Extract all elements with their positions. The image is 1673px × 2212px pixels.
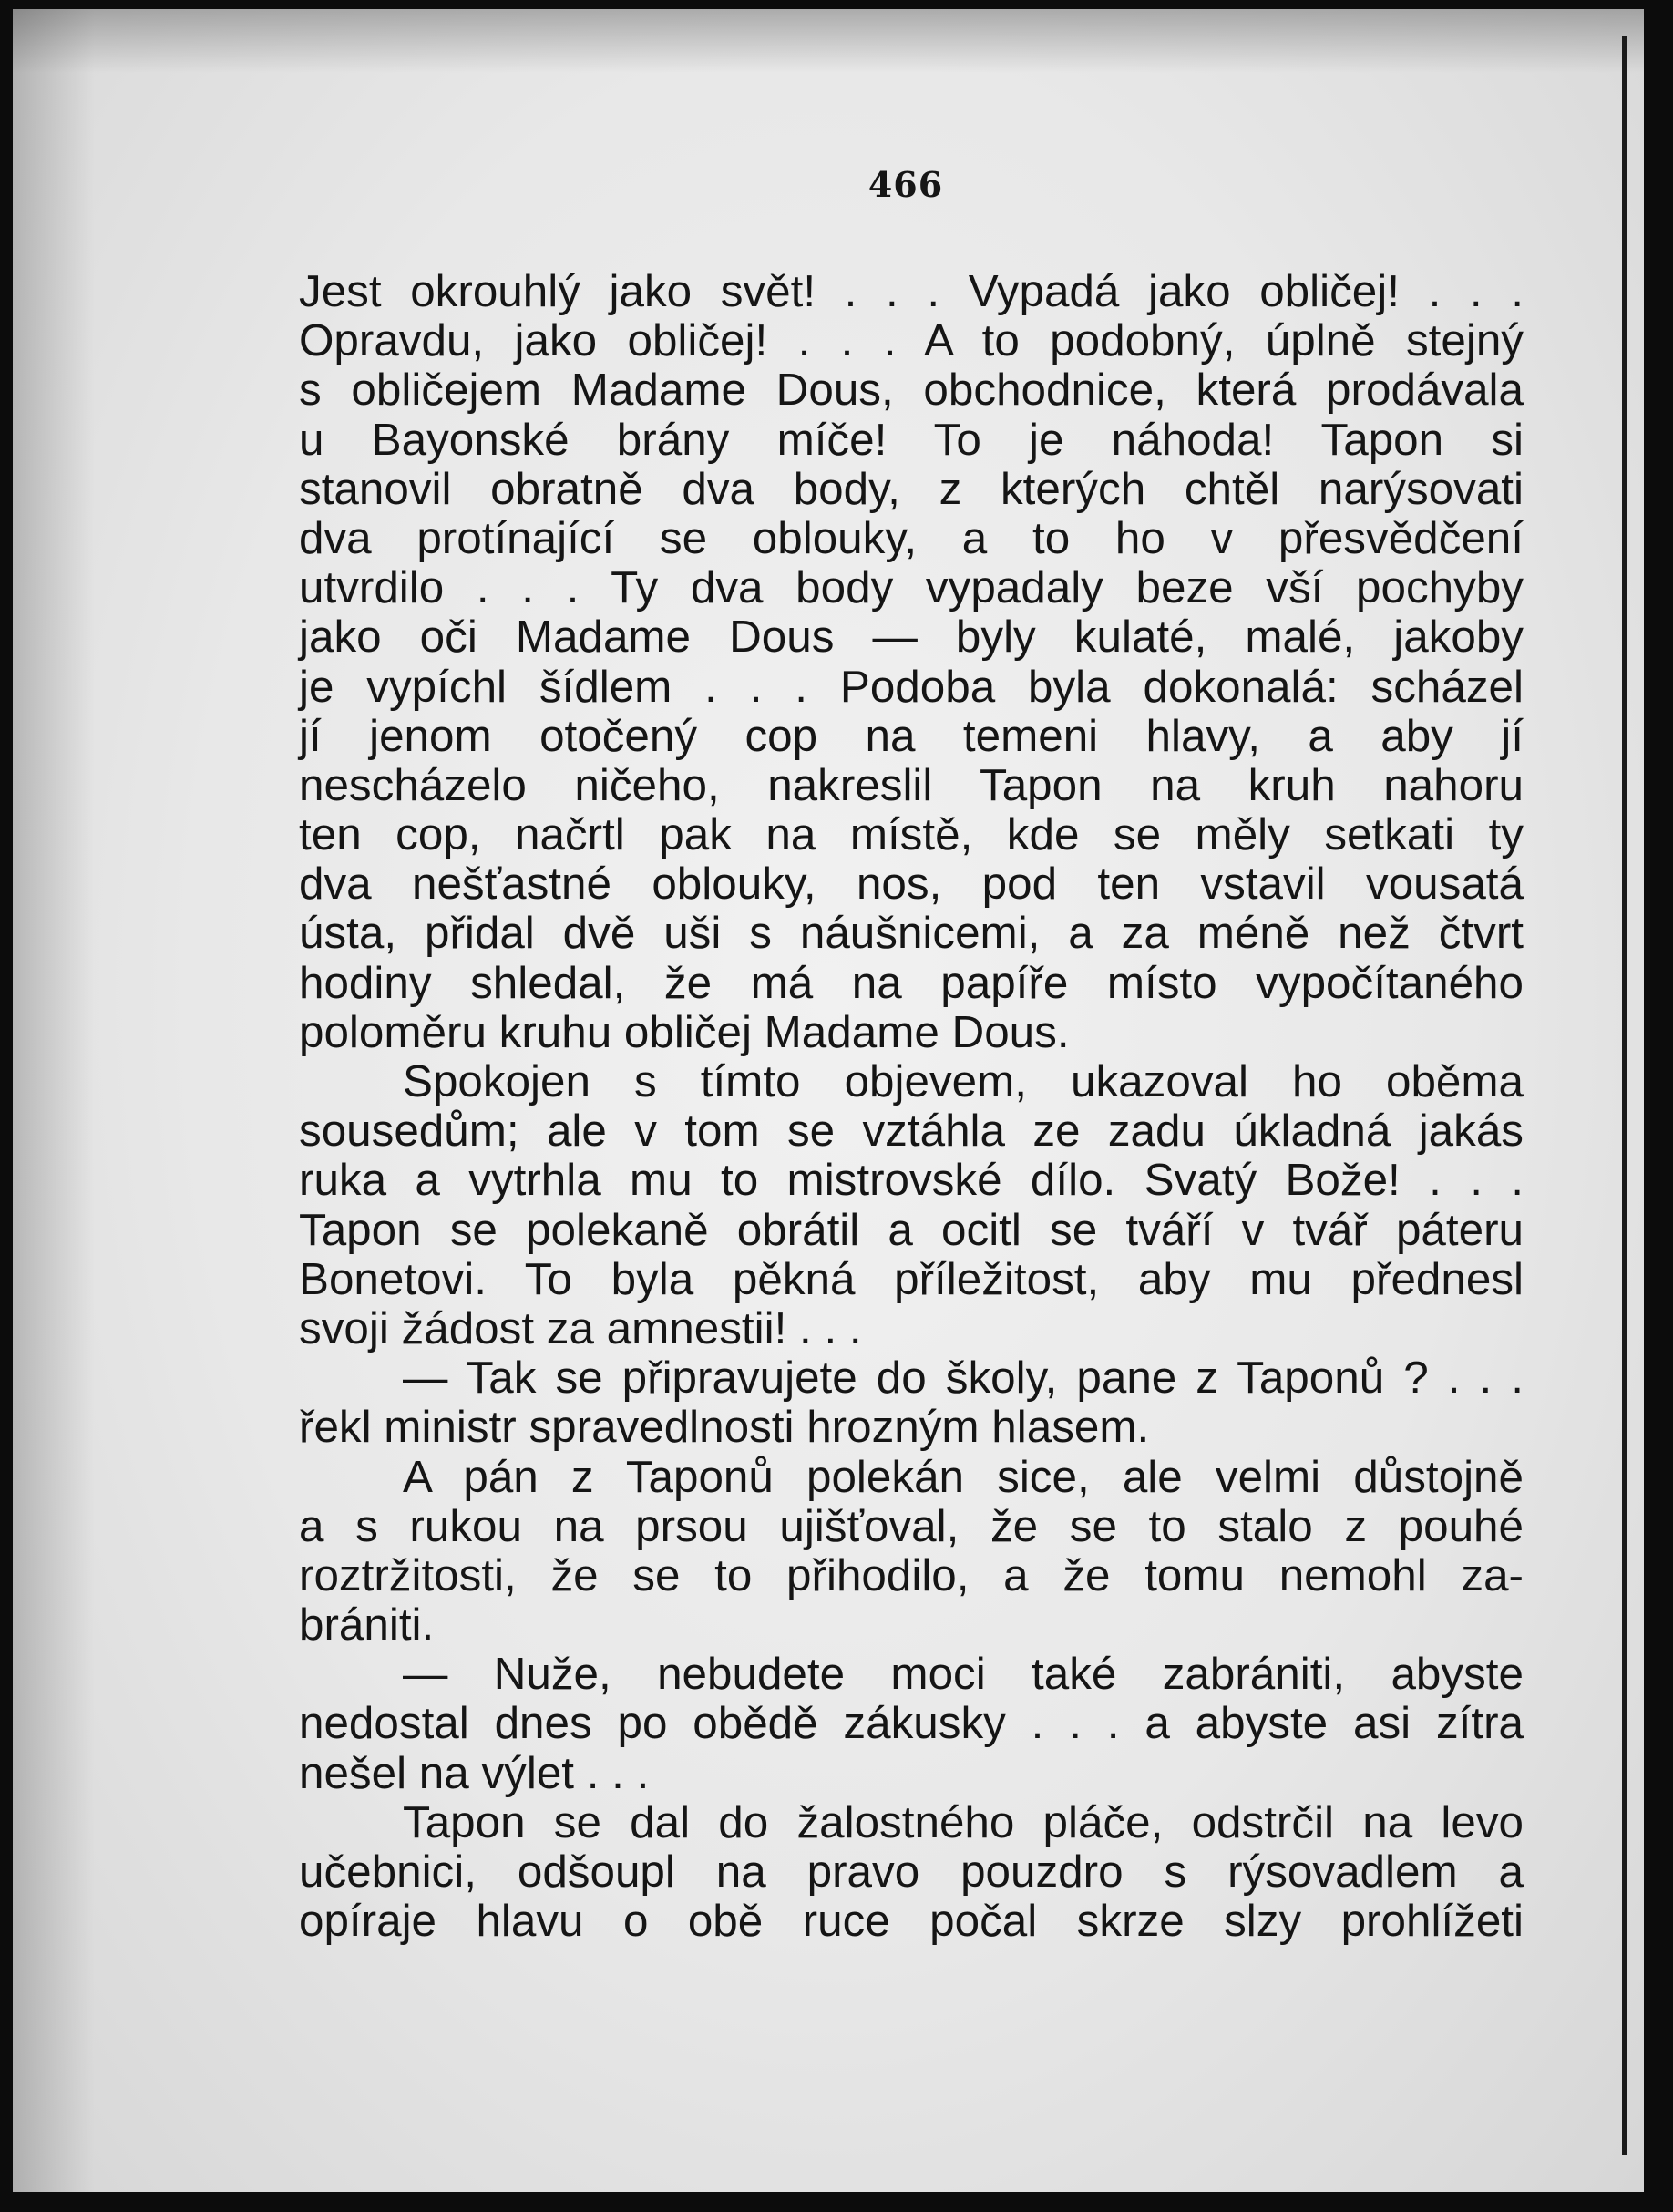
text-line: je vypíchl šídlem . . . Podoba byla dokonalá: scházel: [299, 661, 1524, 712]
text-line: u Bayonské brány míče! To je náhoda! Tapon si: [299, 414, 1524, 465]
text-line: sousedům; ale v tom se vztáhla ze zadu úkladná jakás: [299, 1106, 1524, 1157]
text-line: — Tak se připravujete do školy, pane z Taponů ? . . .: [403, 1353, 1524, 1404]
text-line: svoji žádost za amnestii! . . .: [299, 1302, 862, 1353]
text-line: učebnici, odšoupl na pravo pouzdro s rýsovadlem a: [299, 1847, 1524, 1897]
text-line: A pán z Taponů polekán sice, ale velmi důstojně: [403, 1451, 1524, 1502]
text-line: nescházelo ničeho, nakreslil Tapon na kruh nahoru: [299, 759, 1524, 810]
page-edge-shadow: [1622, 36, 1627, 2155]
book-page: [13, 9, 1644, 2192]
text-line: Spokojen s tímto objevem, ukazoval ho oběma: [403, 1056, 1524, 1106]
text-line: roztržitosti, že se to přihodilo, a že tomu nemohl za-: [299, 1549, 1524, 1600]
text-line: Tapon se dal do žalostného pláče, odstrčil na levo: [403, 1796, 1524, 1847]
text-line: Bonetovi. To byla pěkná příležitost, aby mu přednesl: [299, 1253, 1524, 1304]
text-line: stanovil obratně dva body, z kterých chtěl narýsovati: [299, 463, 1524, 514]
text-line: hodiny shledal, že má na papíře místo vypočítaného: [299, 957, 1524, 1008]
text-line: Jest okrouhlý jako svět! . . . Vypadá jako obličej! . . .: [299, 266, 1524, 316]
text-line: nešel na výlet . . .: [299, 1747, 650, 1798]
text-line: ruka a vytrhla mu to mistrovské dílo. Svatý Bože! . . .: [299, 1155, 1524, 1206]
text-line: opíraje hlavu o obě ruce počal skrze slzy prohlížeti: [299, 1896, 1524, 1947]
text-line: dva nešťastné oblouky, nos, pod ten vstavil vousatá: [299, 859, 1524, 910]
text-line: ten cop, načrtl pak na místě, kde se měly setkati ty: [299, 809, 1524, 860]
text-line: poloměru kruhu obličej Madame Dous.: [299, 1006, 1070, 1057]
text-line: nedostal dnes po obědě zákusky . . . a abyste asi zítra: [299, 1698, 1524, 1749]
text-line: ústa, přidal dvě uši s náušnicemi, a za méně než čtvrt: [299, 908, 1524, 959]
body-text: [299, 267, 1524, 1946]
text-line: — Nuže, nebudete moci také zabrániti, abyste: [403, 1649, 1524, 1700]
page-number: 466: [867, 164, 944, 205]
text-line: jí jenom otočený cop na temeni hlavy, a aby jí: [299, 710, 1524, 761]
text-line: dva protínající se oblouky, a to ho v přesvědčení: [299, 512, 1524, 563]
text-line: řekl ministr spravedlnosti hrozným hlasem.: [299, 1402, 1150, 1453]
text-line: utvrdilo . . . Ty dva body vypadaly beze vší pochyby: [299, 562, 1524, 613]
text-line: Tapon se polekaně obrátil a ocitl se tváří v tvář páteru: [299, 1204, 1524, 1255]
text-line: jako oči Madame Dous — byly kulaté, malé, jakoby: [299, 612, 1524, 663]
text-line: a s rukou na prsou ujišťoval, že se to stalo z pouhé: [299, 1500, 1524, 1551]
text-line: brániti.: [299, 1600, 435, 1651]
text-line: s obličejem Madame Dous, obchodnice, která prodávala: [299, 365, 1524, 416]
text-line: Opravdu, jako obličej! . . . A to podobný, úplně stejný: [299, 315, 1524, 366]
